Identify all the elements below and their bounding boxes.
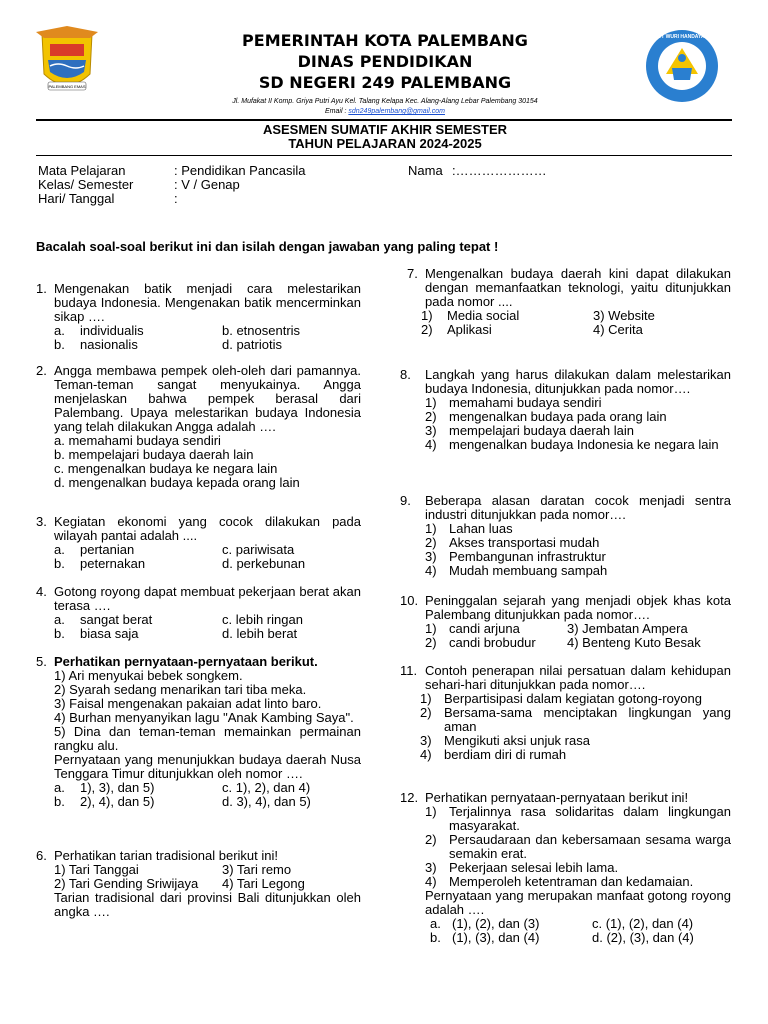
header-school: SD NEGERI 249 PALEMBANG [258,73,512,92]
question-12 [400,791,731,945]
dance-4: 4) Tari Legong [222,876,305,891]
option-a: individualis [80,323,144,338]
logo-ribbon-text: PALEMBANG EMAS [48,84,86,89]
option-1: memahami budaya sendiri [449,395,602,410]
option-key: 2) [425,535,437,550]
option-4: mengenalkan budaya Indonesia ke negara lain [449,437,719,452]
option-a: pertanian [80,542,135,557]
option-key: 3) [425,423,437,438]
statement-1: 1) Ari menyukai bebek songkem. [54,668,243,683]
header-divider [36,119,732,121]
label-subject: Mata Pelajaran [38,163,126,178]
header-email-line [150,107,620,116]
question-number: 2. [36,363,47,378]
option-c: c. lebih ringan [222,612,303,627]
instruction: Bacalah soal-soal berikut ini dan isilah dengan jawaban yang paling tepat ! [36,239,499,254]
option-2: candi brobudur [449,635,536,650]
option-d: d. (2), (3), dan (4) [592,930,694,945]
option-c: c. pariwisata [222,542,295,557]
option-key: 2) [421,322,433,337]
logo-motto-text: TUT WURI HANDAYANI [654,34,710,40]
option-c: c. 1), 2), dan 4) [222,780,311,795]
question-9 [400,494,731,578]
option-a: a. memahami budaya sendiri [54,433,221,448]
option-1: Media social [447,308,520,323]
option-key: a. [430,916,441,931]
statement-1: Terjalinnya rasa solidaritas dalam lingkungan masyarakat. [449,804,731,833]
option-b: peternakan [80,556,146,571]
option-d: d. perkebunan [222,556,306,571]
option-key: 1) [425,804,437,819]
option-1: candi arjuna [449,621,520,636]
option-1: Lahan luas [449,521,513,536]
question-8 [400,368,731,452]
question-prompt: Tarian tradisional dari provinsi Bali ditunjukkan oleh angka …. [54,890,361,919]
question-number: 9. [400,493,411,508]
question-text: Perhatikan pernyataan-pernyataan berikut ini! [425,790,689,805]
option-key: b. [54,626,65,641]
option-b: biasa saja [80,626,139,641]
option-key: 2) [425,635,437,650]
option-key: b. [430,930,441,945]
question-number: 7. [407,266,418,281]
option-2: Aplikasi [447,322,492,337]
question-text: Langkah yang harus dilakukan dalam melestarikan budaya Indonesia, ditunjukkan pada nomor…. [425,367,731,396]
value-date: : [174,191,178,206]
option-2: Akses transportasi mudah [449,535,600,550]
question-text: Perhatikan pernyataan-pernyataan berikut. [54,654,318,669]
option-key: b. [54,794,65,809]
question-text: Contoh penerapan nilai persatuan dalam kehidupan sehari-hari ditunjukkan pada nomor…. [425,663,731,692]
option-c: nasionalis [80,337,138,352]
option-key: 4) [420,747,432,762]
option-key: 1) [425,395,437,410]
option-a: sangat berat [80,612,153,627]
email-link[interactable]: sdn249palembang@gmail.com [348,108,445,115]
option-1: Berpartisipasi dalam kegiatan gotong-royong [444,691,702,706]
option-key: a. [54,323,65,338]
option-key: 1) [425,621,437,636]
question-number: 4. [36,584,47,599]
option-3: 3) Jembatan Ampera [567,621,688,636]
question-prompt: Pernyataan yang merupakan manfaat gotong royong adalah …. [425,888,731,917]
option-b: (1), (3), dan (4) [452,930,540,945]
question-prompt: Pernyataan yang menunjukkan budaya daerah Nusa Tenggara Timur ditunjukkan oleh nomor …. [54,752,361,781]
option-d: d. patriotis [222,337,282,352]
option-d: d. mengenalkan budaya kepada orang lain [54,475,300,490]
option-key: 2) [425,409,437,424]
option-key: a. [54,780,65,795]
question-text: Mengenakan batik menjadi cara melestarikan budaya Indonesia. Mengenakan batik mencerminkan sikap …. [54,281,361,324]
option-key: b. [54,337,65,352]
statement-2: Persaudaraan dan kebersamaan sesama warga semakin erat. [449,832,731,861]
option-key: 2) [420,705,432,720]
option-3: Pembangunan infrastruktur [449,549,606,564]
option-key: b. [54,556,65,571]
question-number: 1. [36,281,47,296]
question-number: 5. [36,654,47,669]
header-department: DINAS PENDIDIKAN [297,52,473,71]
question-number: 8. [400,367,411,382]
option-d: d. 3), 4), dan 5) [222,794,311,809]
option-4: 4) Benteng Kuto Besak [567,635,701,650]
dance-1: 1) Tari Tanggai [54,862,139,877]
option-2: Bersama-sama menciptakan lingkungan yang aman [444,705,731,734]
option-2: mengenalkan budaya pada orang lain [449,409,667,424]
header-government: PEMERINTAH KOTA PALEMBANG [242,31,528,50]
option-3: mempelajari budaya daerah lain [449,423,635,438]
email-label: Email : [325,108,347,115]
question-text: Perhatikan tarian tradisional berikut ini! [54,848,279,863]
option-b: 2), 4), dan 5) [80,794,155,809]
question-text: Beberapa alasan daratan cocok menjadi sentra industri ditunjukkan pada nomor…. [425,493,731,522]
title-divider [36,155,732,156]
question-4 [36,585,361,641]
option-key: 4) [425,563,437,578]
option-4: berdiam diri di rumah [444,747,567,762]
statement-3: 3) Faisal mengenakan pakaian adat linto baro. [54,696,322,711]
option-key: a. [54,612,65,627]
option-key: 1) [425,521,437,536]
question-5 [36,655,361,809]
option-a: 1), 3), dan 5) [80,780,155,795]
option-key: a. [54,542,65,557]
option-key: 3) [420,733,432,748]
label-name: Nama [408,163,443,178]
exam-title: ASESMEN SUMATIF AKHIR SEMESTER [262,122,508,137]
statement-4: 4) Burhan menyanyikan lagu "Anak Kambing Saya". [54,710,354,725]
option-key: 3) [425,549,437,564]
option-b: b. etnosentris [222,323,301,338]
question-number: 12. [400,790,419,805]
value-class: : V / Genap [174,177,240,192]
question-text: Mengenalkan budaya daerah kini dapat dilakukan dengan memanfaatkan teknologi, yaitu ditunjukkan pada nomor .... [425,266,731,309]
option-key: 2) [425,832,437,847]
question-1 [36,282,361,352]
label-date: Hari/ Tanggal [38,191,115,206]
question-number: 3. [36,514,47,529]
option-c: c. (1), (2), dan (4) [592,916,694,931]
exam-year: TAHUN PELAJARAN 2024-2025 [288,136,482,151]
question-number: 6. [36,848,47,863]
option-key: 4) [425,437,437,452]
option-a: (1), (2), dan (3) [452,916,540,931]
label-class: Kelas/ Semester [38,177,134,192]
question-3 [36,515,361,571]
option-4: 4) Cerita [593,322,643,337]
question-text: Angga membawa pempek oleh-oleh dari pamannya. Teman-teman sangat menyukainya. Angga menjelaskan bahwa pempek berasal dari Palembang. Upaya melestarikan budaya Indonesia yang telah dilakukan Angga adalah …. [54,363,361,434]
value-name: :………………… [452,163,547,178]
statement-2: 2) Syarah sedang menarikan tari tiba meka. [54,682,307,697]
dance-2: 2) Tari Gending Sriwijaya [54,876,199,891]
statement-4: Memperoleh ketentraman dan kedamaian. [449,874,694,889]
option-b: b. mempelajari budaya daerah lain [54,447,254,462]
question-number: 10. [400,593,419,608]
question-2 [36,364,361,490]
question-number: 11. [400,663,418,678]
option-key: 4) [425,874,437,889]
dance-3: 3) Tari remo [222,862,292,877]
header-address: Jl. Mufakat II Komp. Griya Putri Ayu Kel. Talang Kelapa Kec. Alang-Alang Lebar Palembang 30154 [232,98,538,105]
question-7 [407,267,731,337]
option-3: 3) Website [593,308,655,323]
option-key: 1) [420,691,432,706]
option-key: 3) [425,860,437,875]
question-text: Kegiatan ekonomi yang cocok dilakukan pada wilayah pantai adalah .... [54,514,361,543]
statement-3: Pekerjaan selesai lebih lama. [449,860,619,875]
option-d: d. lebih berat [222,626,298,641]
option-4: Mudah membuang sampah [449,563,608,578]
statement-5: 5) Dina dan teman-teman memainkan permainan rangku alu. [54,724,361,753]
question-6 [36,849,361,919]
option-3: Mengikuti aksi unjuk rasa [444,733,590,748]
value-subject: : Pendidikan Pancasila [174,163,306,178]
question-text: Gotong royong dapat membuat pekerjaan berat akan terasa …. [54,584,361,613]
question-text: Peninggalan sejarah yang menjadi objek khas kota Palembang ditunjukkan pada nomor…. [425,593,731,622]
question-11 [400,664,731,762]
option-key: 1) [421,308,433,323]
question-10 [400,594,731,650]
option-c: c. mengenalkan budaya ke negara lain [54,461,278,476]
